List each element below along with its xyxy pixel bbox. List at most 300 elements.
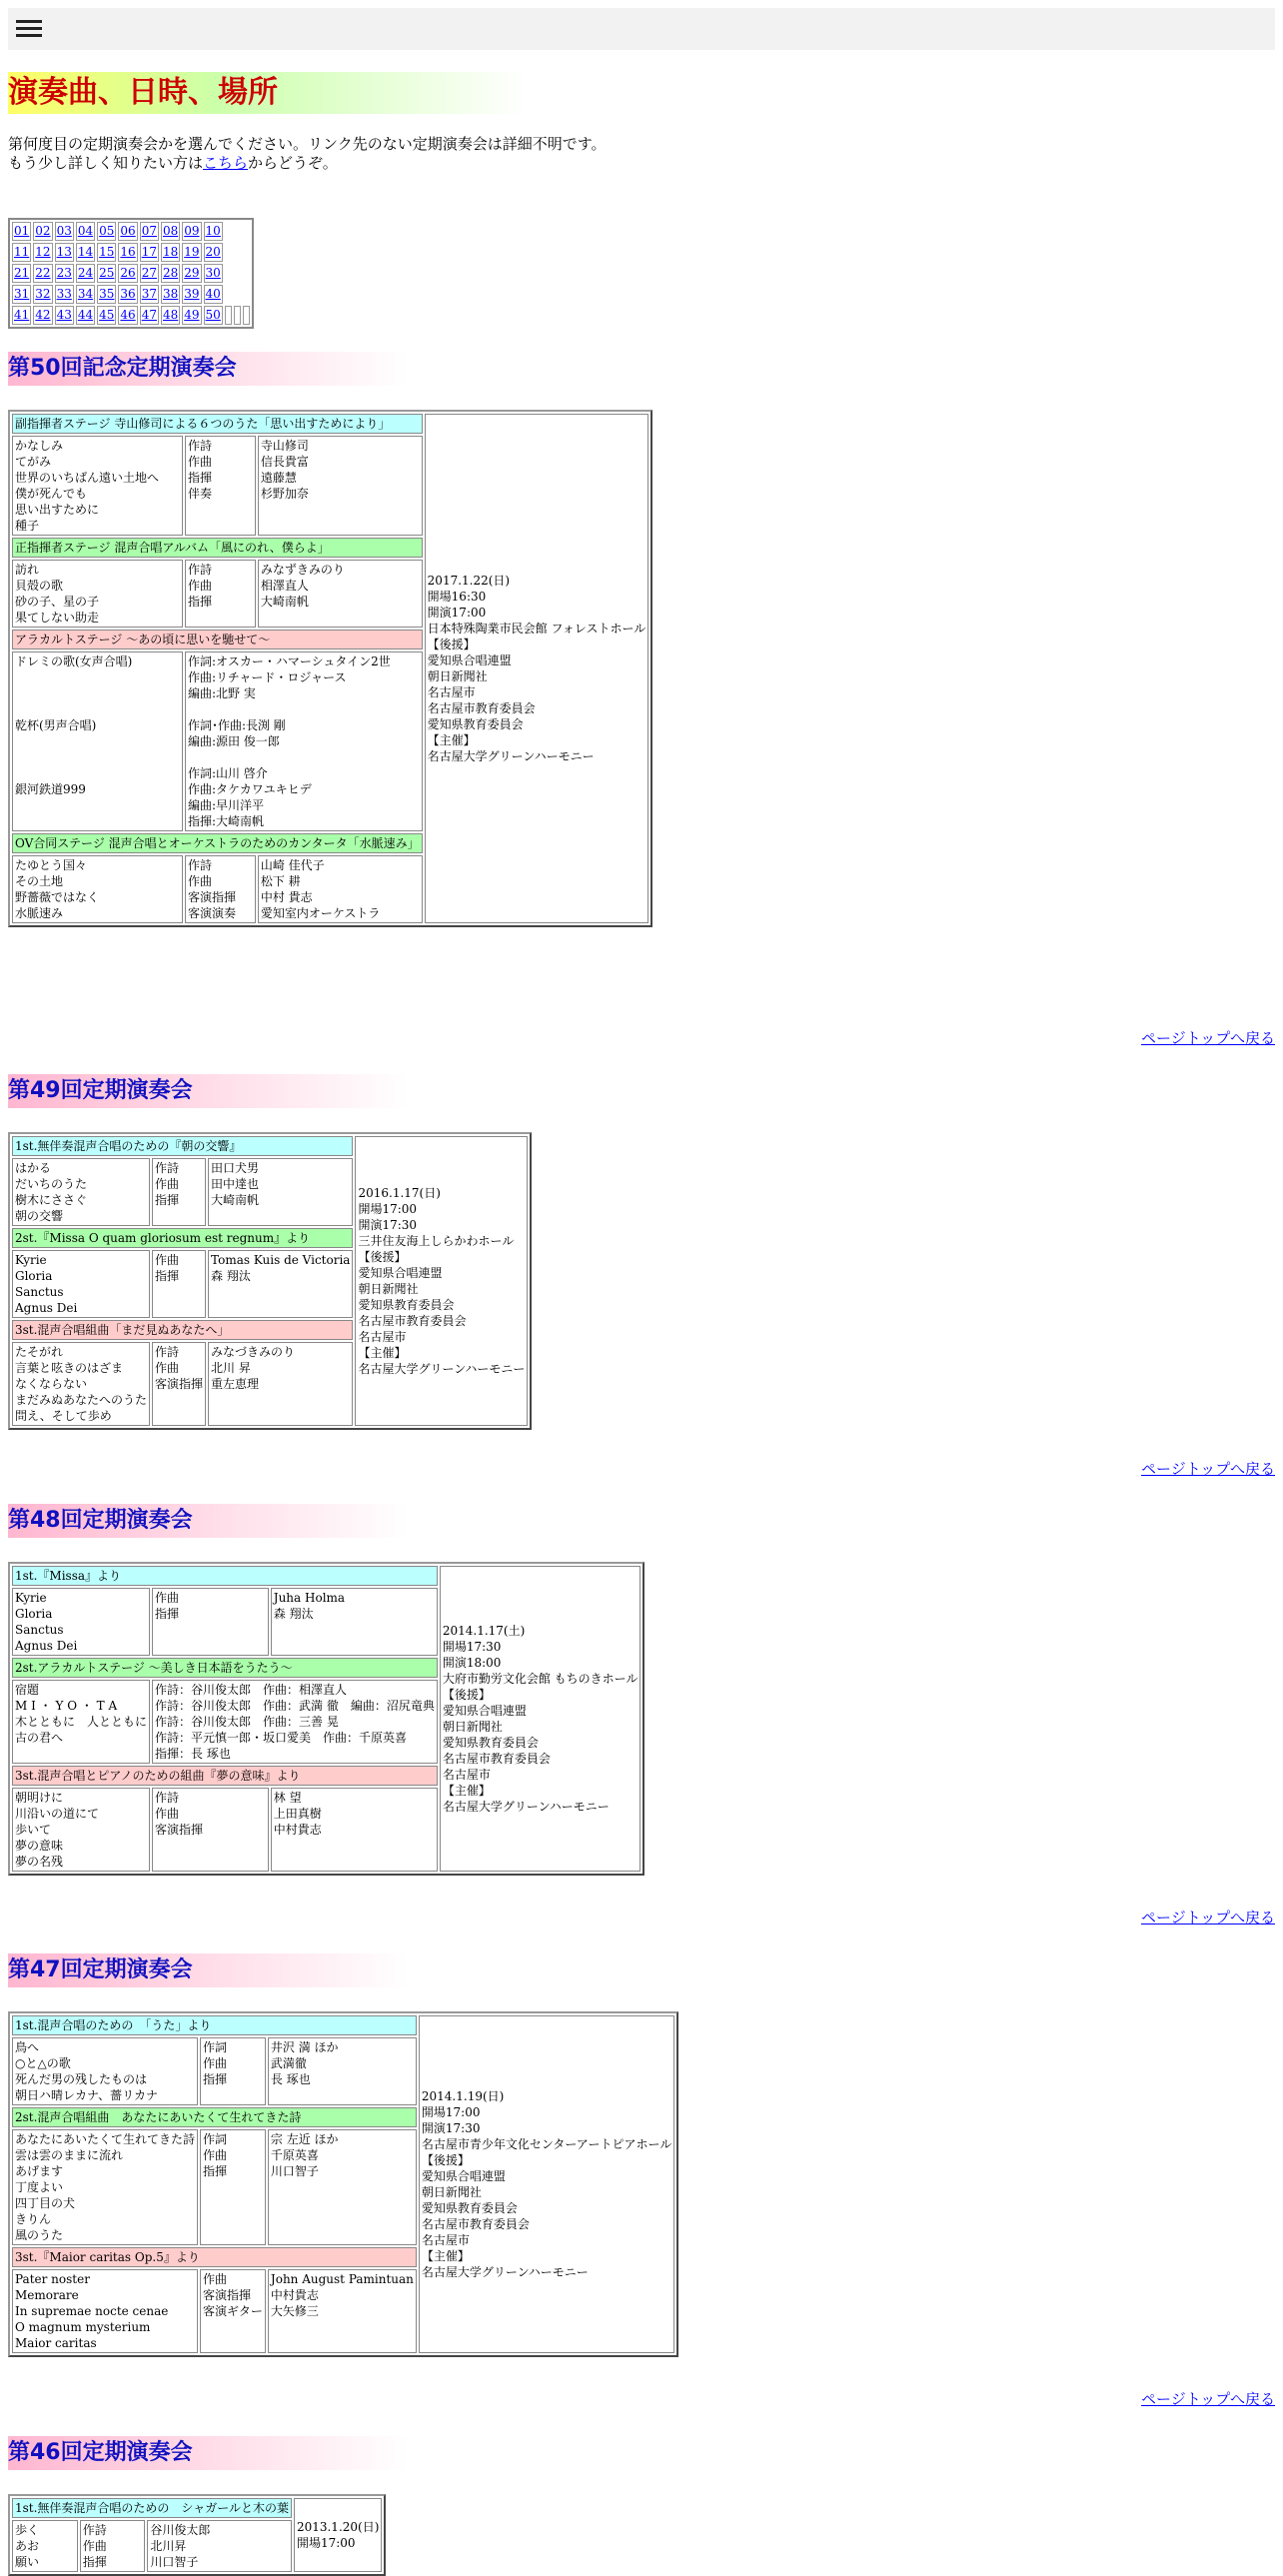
piece	[15, 2131, 195, 2243]
piece-list	[12, 855, 183, 923]
piece-line: ドレミの歌(女声合唱)	[15, 654, 133, 668]
people-list	[147, 2520, 292, 2572]
concert-number-link[interactable]: 05	[99, 224, 115, 238]
role-line: 作詞	[203, 2132, 228, 2146]
piece-line: 種子	[15, 519, 40, 533]
concert-info-text-line: 【後援】	[442, 1688, 491, 1702]
program-table	[8, 410, 652, 927]
details-link[interactable]: こちら	[203, 154, 249, 172]
piece-line	[15, 749, 180, 765]
concert-info-text-line: 愛知県合唱連盟	[358, 1266, 443, 1280]
concert-info-text	[443, 1623, 639, 1815]
concert-info-text-line: 名古屋大学グリーンハーモニー	[442, 1800, 610, 1814]
piece-line: あげます	[15, 2164, 64, 2178]
role-line: 作曲	[203, 2272, 228, 2286]
concert-info-text-line: 2017.1.22(日)	[427, 574, 511, 588]
piece-line: 野薔薇ではなく	[15, 890, 100, 904]
concert-number-link[interactable]: 16	[120, 245, 136, 259]
piece	[15, 2039, 195, 2103]
concert-info-text-line: 開演17:30	[358, 1218, 418, 1232]
piece-list	[12, 1680, 150, 1764]
role-line	[188, 701, 420, 717]
role	[155, 1344, 203, 1392]
stage-header: 3st.混声合唱組曲「まだ見ぬあなたへ」	[12, 1320, 353, 1340]
back-to-top-link[interactable]: ページトップへ戻る	[1141, 1909, 1275, 1927]
piece-line	[15, 701, 180, 717]
concert-number-link[interactable]: 26	[120, 266, 136, 280]
people-list	[258, 560, 423, 628]
person-line: みなづきみのり	[211, 1345, 296, 1359]
piece-line: Gloria	[15, 1269, 53, 1283]
concert-section	[8, 352, 652, 927]
person	[271, 2271, 414, 2319]
piece-line: 銀河鉄道999	[15, 782, 86, 796]
role	[155, 1590, 266, 1622]
stage-header: OV合同ステージ 混声合唱とオーケストラのためのカンタータ「水脈速み」	[12, 833, 423, 853]
concert-number-link[interactable]: 10	[205, 224, 221, 238]
piece	[15, 562, 180, 626]
concert-info-text-line: 【主催】	[427, 733, 476, 747]
piece-line: Agnus Dei	[15, 1639, 78, 1653]
concert-info-text-line: 愛知県教育委員会	[421, 2201, 518, 2215]
concert-number-link[interactable]: 14	[77, 245, 94, 259]
stage-header: 2st.アラカルトステージ ～美しき日本語をうたう～	[12, 1658, 438, 1678]
concert-info-text-line: 名古屋市教育委員会	[427, 701, 536, 715]
person-line: 田中達也	[211, 1177, 260, 1191]
person-line: 山崎 佳代子	[260, 858, 325, 872]
concert-info-text-line: 名古屋市教育委員会	[442, 1752, 551, 1766]
person-line: 上田真樹	[273, 1807, 322, 1821]
concert-info-text-line: 朝日新聞社	[421, 2185, 482, 2199]
piece-line: 僕が死んでも	[15, 487, 88, 501]
role-line: 指揮	[187, 595, 212, 609]
role-line: 作詩：谷川俊太郎 作曲：相澤直人	[155, 1683, 348, 1697]
role-list	[152, 1588, 269, 1656]
piece-line: きりん	[15, 2212, 52, 2226]
piece-line: 死んだ男の残したものは	[15, 2072, 148, 2086]
person-line: John August Pamintuan	[270, 2272, 414, 2286]
role-line: 客演指揮	[155, 1377, 204, 1391]
role-line: 指揮	[82, 2555, 107, 2569]
concert-info-text-line: 【後援】	[427, 638, 476, 651]
concert-info-text-line: 名古屋市青少年文化センターアートピアホール	[421, 2137, 672, 2151]
stage-header: 1st.無伴奏混声合唱のための『朝の交響』	[12, 1136, 353, 1156]
concert-info-text-line: 愛知県教育委員会	[427, 717, 524, 731]
concert-info-text-line: 名古屋市教育委員会	[421, 2217, 530, 2231]
piece	[15, 1160, 147, 1224]
piece	[15, 1344, 147, 1424]
concert-info	[294, 2498, 382, 2572]
concert-number-link[interactable]: 48	[162, 308, 179, 322]
person-line: 川口智子	[270, 2164, 319, 2178]
role-line: 作曲	[155, 1807, 180, 1821]
piece	[15, 1252, 147, 1316]
concert-section	[8, 2436, 408, 2576]
person-line: 重左恵理	[211, 1377, 260, 1391]
piece-line: 問え、そして歩め	[15, 1409, 112, 1423]
piece-list	[12, 436, 183, 536]
piece-list	[12, 2520, 78, 2572]
empty-cell	[243, 306, 250, 325]
stage-header: 2st.混声合唱組曲 あなたにあいたくて生れてきた詩	[12, 2107, 417, 2127]
menu-icon[interactable]	[16, 16, 42, 38]
person-line: 北川 昇	[211, 1361, 251, 1375]
concert-number-link[interactable]: 45	[99, 308, 115, 322]
piece-line: 雲は雲のままに流れ	[15, 2148, 124, 2162]
intro-line-2-suffix: からどうぞ。	[248, 154, 338, 172]
role	[203, 2039, 263, 2087]
person-line: 大矢修三	[270, 2304, 319, 2318]
piece-line: ○と△の歌	[15, 2056, 71, 2070]
person	[261, 857, 420, 921]
role	[203, 2131, 263, 2179]
person-line: 杉野加奈	[260, 487, 309, 501]
page-title: 演奏曲、日時、場所	[8, 72, 528, 114]
people-list	[268, 2129, 417, 2245]
concert-number-link[interactable]: 30	[205, 266, 221, 280]
people-list	[271, 1588, 438, 1656]
concert-number-link[interactable]: 06	[120, 224, 136, 238]
piece-line: Sanctus	[15, 1623, 64, 1637]
program-table	[8, 2011, 678, 2357]
concert-number-link[interactable]: 17	[141, 245, 157, 259]
piece-line: Maior caritas	[15, 2336, 97, 2350]
stage-header: 1st.無伴奏混声合唱のための シャガールと木の葉	[12, 2498, 292, 2518]
concert-number-link[interactable]: 40	[205, 287, 221, 301]
person	[150, 2522, 289, 2570]
piece-list	[12, 1250, 150, 1318]
role-list	[152, 1788, 269, 1872]
concert-info-text-line: 日本特殊陶業市民会館 フォレストホール	[427, 622, 646, 636]
role-line: 客演指揮	[155, 1823, 204, 1837]
concert-number-link[interactable]: 19	[184, 245, 200, 259]
role-line: 客演指揮	[203, 2288, 252, 2302]
concert-number-link[interactable]: 09	[184, 224, 200, 238]
concert-title: 第50回記念定期演奏会	[8, 352, 408, 386]
piece-line: 言葉と呟きのはざま	[15, 1361, 124, 1375]
person-line: 中村貴志	[273, 1823, 322, 1837]
concert-info-text-line: 大府市勤労文化会館 もちのきホール	[442, 1672, 639, 1686]
concert-number-link[interactable]: 43	[56, 308, 72, 322]
concert-info-text	[422, 2088, 671, 2280]
person-line: 武満徹	[270, 2056, 307, 2070]
piece-line: その土地	[15, 874, 64, 888]
role-list	[152, 1680, 438, 1764]
stage-header: アラカルトステージ ～あの頃に思いを馳せて～	[12, 630, 423, 649]
role-line: 作詞:山川 啓介	[187, 766, 268, 780]
person-line: 森 翔汰	[211, 1269, 251, 1283]
concert-number-link[interactable]: 27	[141, 266, 157, 280]
concert-number-link[interactable]: 12	[35, 245, 51, 259]
concert-number-link[interactable]: 36	[120, 287, 136, 301]
program-table	[8, 1562, 644, 1876]
concert-number-link[interactable]: 02	[35, 224, 51, 238]
stage-header: 3st.混声合唱とピアノのための組曲『夢の意味』より	[12, 1766, 438, 1786]
concert-info-text-line: 【後援】	[358, 1250, 407, 1264]
concert-info	[440, 1566, 642, 1872]
role	[188, 562, 253, 610]
role-list	[185, 651, 423, 831]
role-line: 作詩	[187, 439, 212, 453]
people-list	[208, 1342, 353, 1426]
concert-number-link[interactable]: 49	[184, 308, 200, 322]
concert-number-link[interactable]: 11	[14, 245, 30, 259]
concert-number-link[interactable]: 15	[99, 245, 115, 259]
stage-header: 1st.『Missa』より	[12, 1566, 438, 1586]
concert-number-link[interactable]: 23	[56, 266, 72, 280]
role	[203, 2271, 263, 2319]
role-line: 作詩	[187, 858, 212, 872]
role-line: 指揮	[155, 1269, 180, 1283]
people-list	[268, 2269, 417, 2353]
concert-number-link[interactable]: 47	[141, 308, 157, 322]
piece-list	[12, 1158, 150, 1226]
concert-info	[355, 1136, 528, 1426]
concert-number-link[interactable]: 42	[35, 308, 51, 322]
person-line: 林 望	[273, 1791, 302, 1805]
concert-info-text-line: 開演17:30	[421, 2121, 481, 2135]
piece-line: 歩いて	[15, 1823, 52, 1837]
person	[261, 562, 420, 610]
role-list	[185, 436, 256, 536]
concert-number-index	[8, 218, 254, 329]
piece-line: 鳥へ	[15, 2040, 40, 2054]
concert-info-text-line: 愛知県教育委員会	[442, 1736, 539, 1750]
role-line: 指揮	[203, 2072, 228, 2086]
piece-line	[15, 685, 180, 701]
role-line: 作曲	[155, 1591, 180, 1605]
role-line: 作詩	[155, 1791, 180, 1805]
people-list	[271, 1788, 438, 1872]
person	[211, 1252, 350, 1284]
concert-number-link[interactable]: 13	[56, 245, 72, 259]
concert-number-link[interactable]: 01	[14, 224, 30, 238]
piece-line: 古の君へ	[15, 1731, 64, 1745]
intro-text	[8, 135, 607, 173]
piece	[15, 1682, 147, 1746]
back-to-top-link[interactable]: ページトップへ戻る	[1141, 1460, 1275, 1478]
person-line: 千原英喜	[270, 2148, 319, 2162]
person-line: 谷川俊太郎	[150, 2523, 211, 2537]
role-line: 伴奏	[187, 487, 212, 501]
concert-info-text-line: 開演17:00	[427, 606, 487, 620]
concert-info-text-line: 三井住友海上しらかわホール	[358, 1234, 515, 1248]
concert-number-link[interactable]: 08	[162, 224, 179, 238]
piece	[15, 1590, 147, 1654]
role-line: 編曲:早川洋平	[187, 798, 264, 812]
concert-number-link[interactable]: 03	[56, 224, 72, 238]
people-list	[268, 2037, 417, 2105]
concert-info-text-line: 2016.1.17(日)	[358, 1186, 441, 1200]
concert-info-text-line: 【主催】	[442, 1784, 491, 1798]
concert-number-link[interactable]: 37	[141, 287, 157, 301]
role-line: 編曲:北野 実	[187, 686, 256, 700]
concert-number-link[interactable]: 35	[99, 287, 115, 301]
concert-info-text-line: 開場17:30	[442, 1640, 502, 1654]
role-line: 作詩：平元慎一郎・坂口愛美 作曲：千原英喜	[155, 1731, 408, 1745]
role-line: 作詩：谷川俊太郎 作曲：武満 徹 編曲：沼尻竜典	[155, 1699, 435, 1713]
role-list	[200, 2269, 266, 2353]
concert-info-text-line: 2014.1.17(土)	[442, 1624, 526, 1638]
piece-line: Pater noster	[15, 2272, 90, 2286]
person	[274, 1590, 435, 1622]
piece-line: まだみぬあなたへのうた	[15, 1393, 148, 1407]
piece-list	[12, 2129, 198, 2245]
concert-title: 第48回定期演奏会	[8, 1504, 408, 1538]
concert-info-text	[428, 573, 646, 764]
person-line: 宗 左近 ほか	[270, 2132, 339, 2146]
role-line: 作詞･作曲:長渕 剛	[187, 718, 286, 732]
concert-number-link[interactable]: 44	[77, 308, 94, 322]
empty-cell	[234, 306, 241, 325]
role-line: 作曲:リチャード・ロジャース	[187, 670, 347, 684]
piece-line: 訪れ	[15, 563, 40, 577]
role-line: 作詩	[187, 563, 212, 577]
concert-number-link[interactable]: 41	[14, 308, 30, 322]
role-line: 指揮	[155, 1607, 180, 1621]
role-line: 客演演奏	[187, 906, 236, 920]
role-line: 作曲	[187, 579, 212, 593]
concert-info-text-line: 愛知県教育委員会	[358, 1298, 455, 1312]
people-list	[258, 855, 423, 923]
concert-number-link[interactable]: 04	[77, 224, 94, 238]
stage-header: 2st.『Missa O quam gloriosum est regnum』より	[12, 1228, 353, 1248]
concert-info-text-line: 2013.1.20(日)	[296, 2520, 380, 2534]
concert-number-link[interactable]: 22	[35, 266, 51, 280]
piece-line: 丁度よい	[15, 2180, 64, 2194]
person-line: 遠藤慧	[260, 471, 297, 485]
person	[211, 1344, 350, 1392]
piece	[15, 653, 180, 797]
concert-number-link[interactable]: 31	[14, 287, 30, 301]
piece-line: あなたにあいたくて生れてきた詩	[15, 2132, 196, 2146]
piece-line: 乾杯(男声合唱)	[15, 718, 97, 732]
piece-line: 宿題	[15, 1683, 40, 1697]
back-to-top-link[interactable]: ページトップへ戻る	[1141, 2390, 1275, 2408]
concert-number-link[interactable]: 07	[141, 224, 157, 238]
concert-number-link[interactable]: 33	[56, 287, 72, 301]
role-line: 編曲:源田 俊一郎	[187, 734, 280, 748]
stage-header: 1st.混声合唱のための 「うた」より	[12, 2015, 417, 2035]
concert-number-link[interactable]: 50	[205, 308, 221, 322]
piece-line: Memorare	[15, 2288, 79, 2302]
concert-number-link[interactable]: 38	[162, 287, 179, 301]
concert-section	[8, 1074, 532, 1430]
person-line: 川口智子	[150, 2555, 199, 2569]
role-line: 作曲	[187, 874, 212, 888]
concert-info-text-line: 朝日新聞社	[442, 1720, 503, 1734]
role-line	[188, 749, 420, 765]
piece	[15, 2522, 75, 2570]
piece-line: 歩く	[15, 2523, 40, 2537]
role-line: 作曲:タケカワユキヒデ	[187, 782, 312, 796]
concert-number-link[interactable]: 32	[35, 287, 51, 301]
concert-section	[8, 1504, 644, 1876]
person-line: 田口犬男	[211, 1161, 260, 1175]
piece-list	[12, 2037, 198, 2105]
role-line: 作詞:オスカー・ハマーシュタイン2世	[187, 654, 391, 668]
role-line: 作曲	[187, 455, 212, 469]
concert-info-text-line: 【主催】	[421, 2249, 470, 2263]
piece-line: たゆとう国々	[15, 858, 88, 872]
piece-list	[12, 1788, 150, 1872]
person-line: 松下 耕	[260, 874, 301, 888]
concert-number-link[interactable]: 39	[184, 287, 200, 301]
role	[155, 1682, 435, 1762]
piece-line: Kyrie	[15, 1591, 47, 1605]
person-line: 長 琢也	[270, 2072, 311, 2086]
concert-number-link[interactable]: 46	[120, 308, 136, 322]
person	[274, 1790, 435, 1838]
people-list	[258, 436, 423, 536]
person	[271, 2039, 414, 2087]
role	[188, 653, 420, 829]
role-line: 客演ギター	[203, 2304, 263, 2318]
piece-line: Kyrie	[15, 1253, 47, 1267]
role-list	[200, 2037, 266, 2105]
concert-number-link[interactable]: 29	[184, 266, 200, 280]
concert-number-link[interactable]: 25	[99, 266, 115, 280]
person-line: 森 翔汰	[273, 1607, 314, 1621]
role-list	[185, 855, 256, 923]
person-line: 中村貴志	[270, 2288, 319, 2302]
person-line: 大崎南帆	[211, 1193, 260, 1207]
people-list	[208, 1250, 353, 1318]
concert-number-link[interactable]: 18	[162, 245, 179, 259]
concert-number-link[interactable]: 34	[77, 287, 94, 301]
piece-list	[12, 1342, 150, 1426]
role-line: 指揮：長 琢也	[155, 1747, 231, 1761]
piece-list	[12, 1588, 150, 1656]
role	[83, 2522, 143, 2570]
piece-line: 願い	[15, 2555, 40, 2569]
concert-info-text-line: 名古屋市	[421, 2233, 470, 2247]
role-list	[200, 2129, 266, 2245]
piece-line: 朝の交響	[15, 1209, 64, 1223]
role-line: 作詩	[155, 1161, 180, 1175]
person	[211, 1160, 350, 1208]
piece-line: てがみ	[15, 455, 52, 469]
piece	[15, 438, 180, 534]
piece-line: 朝明けに	[15, 1791, 64, 1805]
piece	[15, 2271, 195, 2351]
piece-list	[12, 2269, 198, 2353]
concert-info-text-line: 愛知県合唱連盟	[442, 1704, 527, 1718]
concert-info-text	[358, 1185, 525, 1377]
concert-info-text-line: 2014.1.19(日)	[421, 2089, 505, 2103]
piece-line: 川沿いの道にて	[15, 1807, 100, 1821]
concert-number-link[interactable]: 21	[14, 266, 30, 280]
concert-number-link[interactable]: 20	[205, 245, 221, 259]
concert-number-link[interactable]: 24	[77, 266, 94, 280]
role-line: 作曲	[155, 1253, 180, 1267]
piece	[15, 857, 180, 921]
stage-header: 副指揮者ステージ 寺山修司による６つのうた「思い出すためにより」	[12, 414, 423, 434]
piece-line: 風のうた	[15, 2228, 64, 2242]
role-line: 指揮:大崎南帆	[187, 814, 264, 828]
concert-info-text-line: 朝日新聞社	[358, 1282, 419, 1296]
piece-line	[15, 733, 180, 749]
person-line: 愛知室内オーケストラ	[260, 906, 381, 920]
concert-number-link[interactable]: 28	[162, 266, 179, 280]
person-line: 井沢 満 ほか	[270, 2040, 339, 2054]
person-line: 中村 貴志	[260, 890, 313, 904]
role-line: 指揮	[187, 471, 212, 485]
person	[271, 2131, 414, 2179]
back-to-top-link[interactable]: ページトップへ戻る	[1141, 1029, 1275, 1047]
piece-line: 世界のいちばん遠い土地へ	[15, 471, 160, 485]
piece-line: In supremae nocte cenae	[15, 2304, 169, 2318]
